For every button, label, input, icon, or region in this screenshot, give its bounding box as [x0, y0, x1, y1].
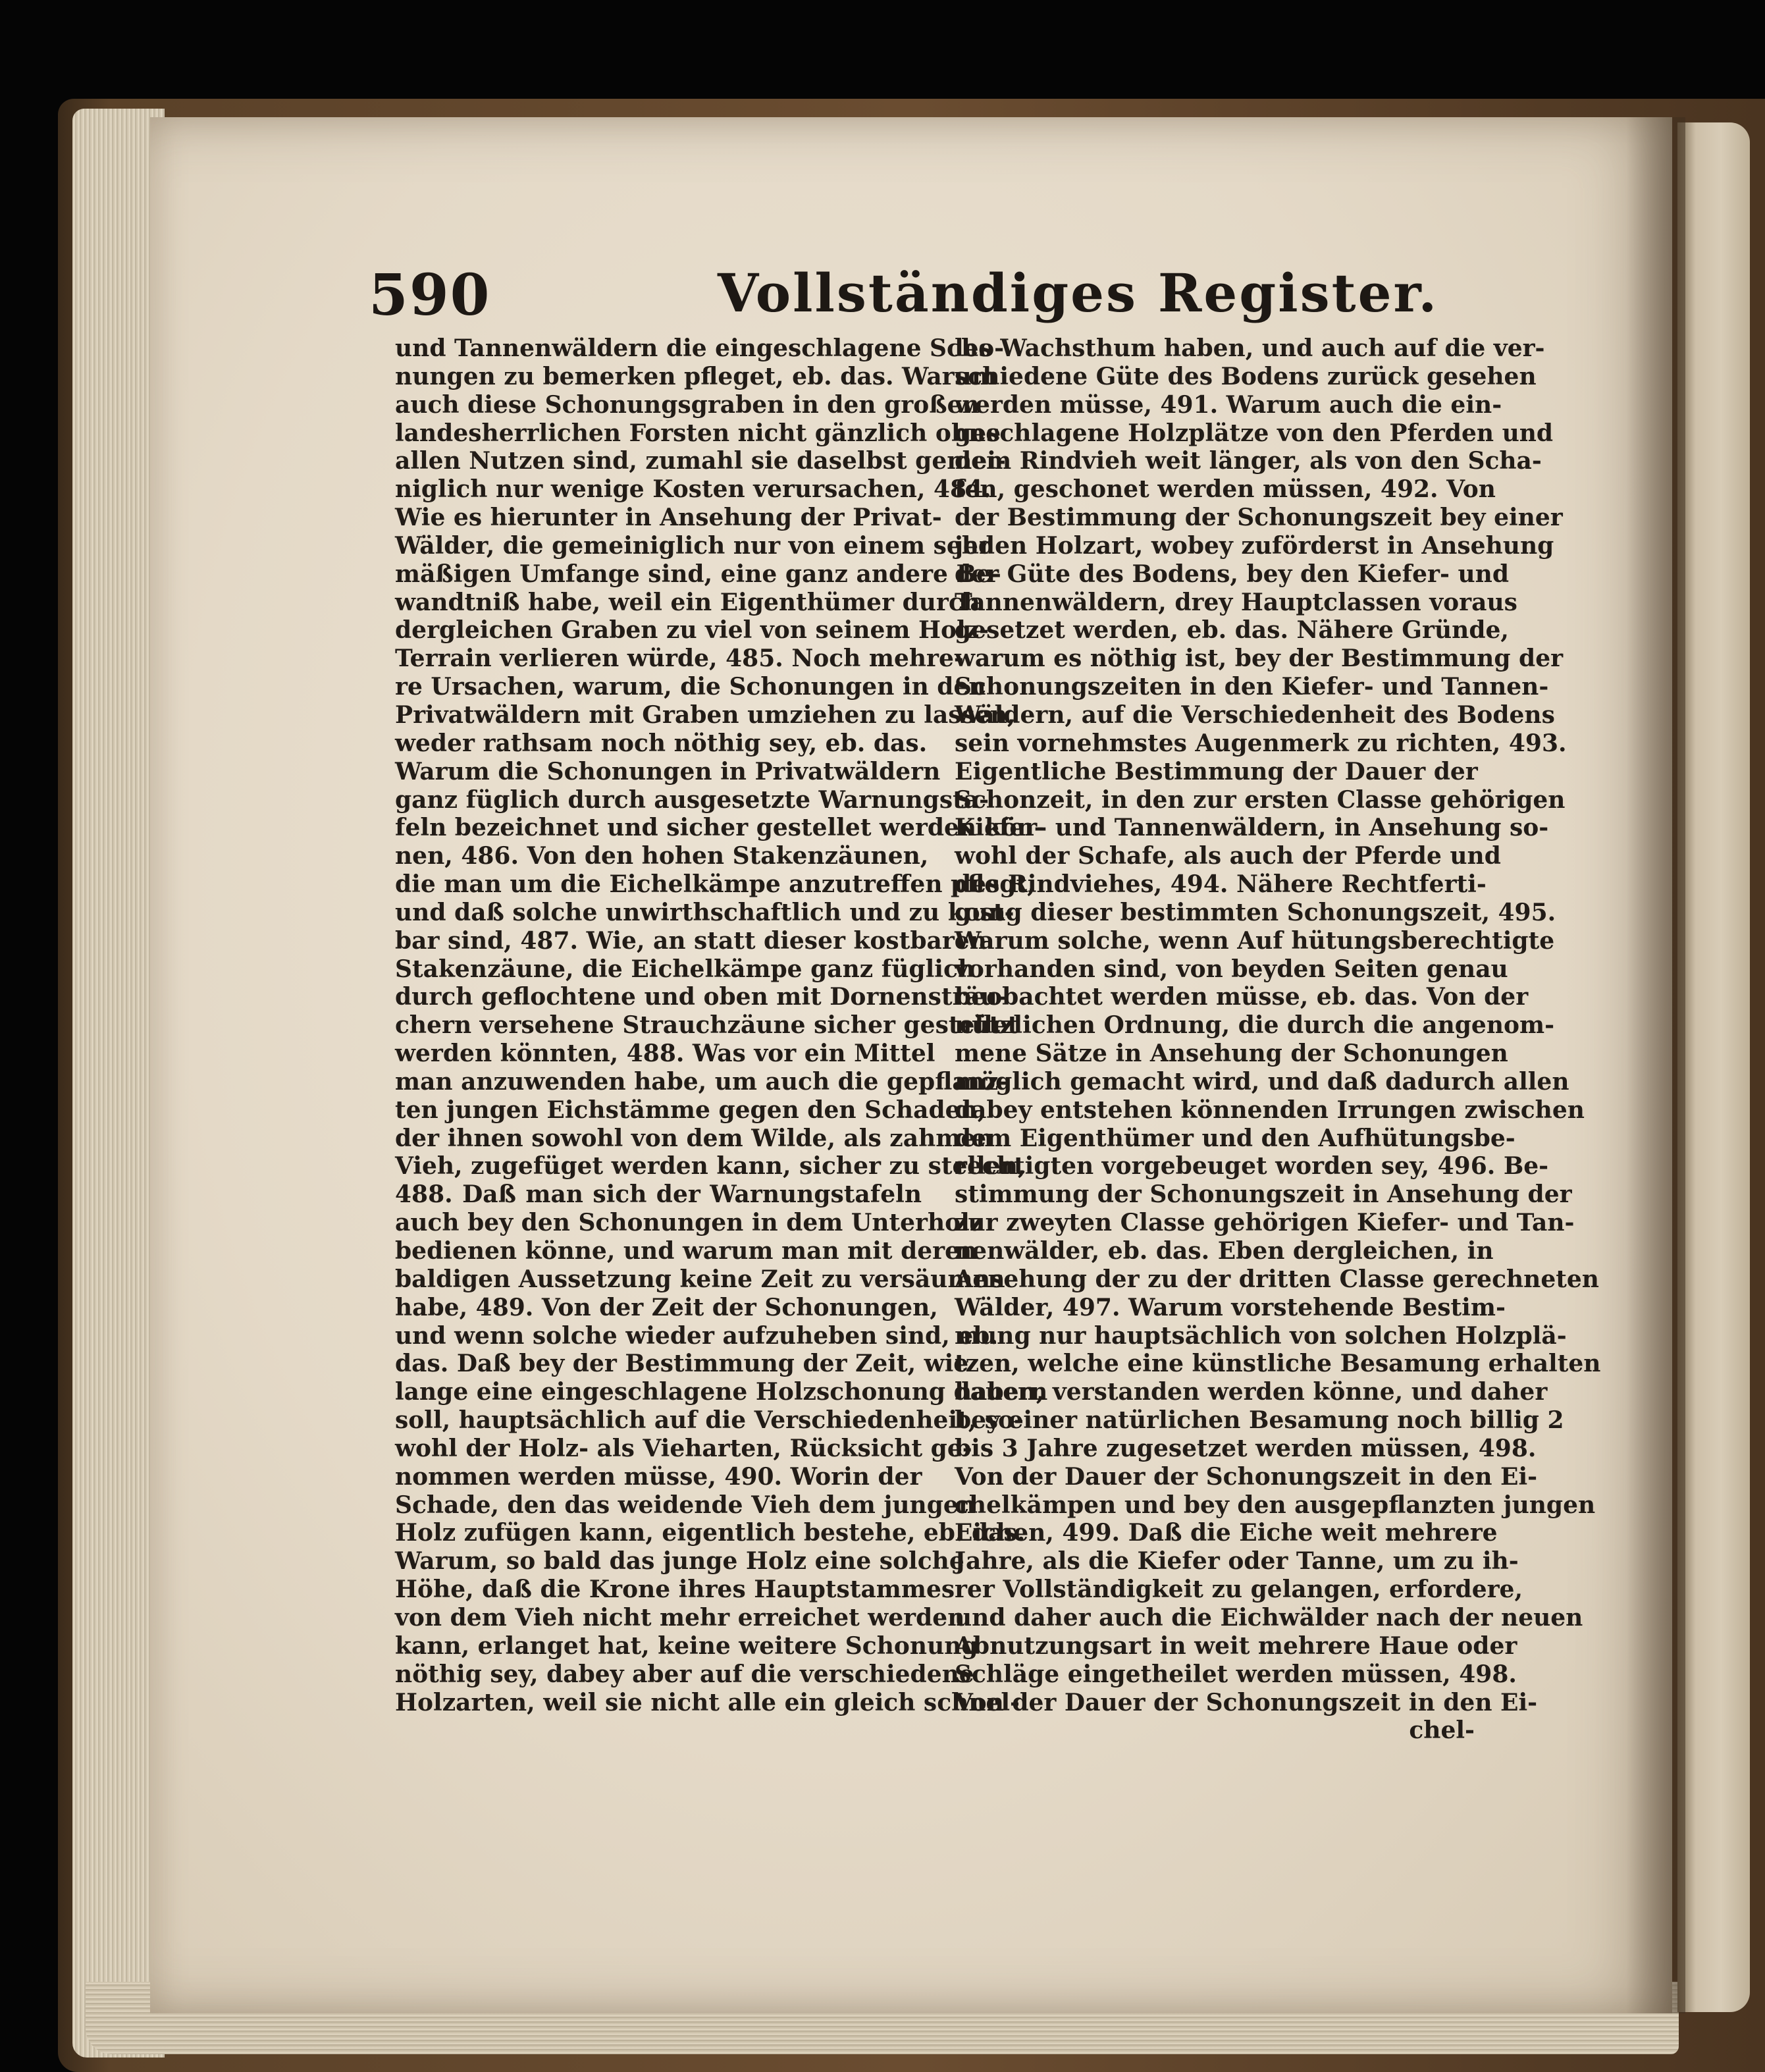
text-line: chelkämpen und bey den ausgepflanzten jungen	[955, 1491, 1596, 1519]
text-line: dabey entstehen könnenden Irrungen zwischen	[955, 1096, 1585, 1124]
text-line: les Wachsthum haben, und auch auf die ver-	[955, 334, 1545, 362]
text-line: 488. Daß man sich der Warnungstafeln	[395, 1181, 922, 1209]
text-line: und Tannenwäldern die eingeschlagene Scho-	[395, 334, 1005, 362]
text-line: feln bezeichnet und sicher gestellet werden kön-	[395, 814, 1044, 842]
text-line: wandtniß habe, weil ein Eigenthümer durch	[395, 588, 980, 616]
text-line: wohl der Holz- als Vieharten, Rücksicht ge-	[395, 1434, 972, 1462]
text-line: vorhanden sind, von beyden Seiten genau	[955, 955, 1508, 983]
text-line: Ansehung der zu der dritten Classe gerechneten	[955, 1265, 1599, 1293]
text-line: geschlagene Holzplätze von den Pferden und	[955, 419, 1554, 447]
text-line: mäßigen Umfange sind, eine ganz andere Be-	[395, 560, 1001, 588]
text-line: nöthig sey, dabey aber auf die verschiedene	[395, 1660, 974, 1688]
text-line: Vieh, zugefüget werden kann, sicher zu stellen,	[395, 1152, 1026, 1181]
text-line: warum es nöthig ist, bey der Bestimmung der	[955, 645, 1564, 673]
text-line: nenwälder, eb. das. Eben dergleichen, in	[955, 1237, 1494, 1265]
text-line: rechtigten vorgebeuget worden sey, 496. Be-	[955, 1152, 1549, 1181]
text-line: der ihnen sowohl von dem Wilde, als zahmen	[395, 1124, 993, 1152]
text-line: auch diese Schonungsgraben in den großen	[395, 390, 980, 419]
text-line: Von der Dauer der Schonungszeit in den Ei-	[955, 1688, 1538, 1716]
text-line: mene Sätze in Ansehung der Schonungen	[955, 1040, 1508, 1068]
text-line: der Güte des Bodens, bey den Kiefer- und	[955, 560, 1509, 588]
text-line: jeden Holzart, wobey zuförderst in Ansehung	[955, 531, 1554, 560]
text-line: das. Daß bey der Bestimmung der Zeit, wie	[395, 1350, 969, 1378]
page-gutter-shadow	[1626, 117, 1685, 2013]
text-line: Schonzeit, in den zur ersten Classe gehörigen	[955, 785, 1566, 814]
text-line: bey einer natürlichen Besamung noch billig 2	[955, 1406, 1564, 1435]
text-line: möglich gemacht wird, und daß dadurch allen	[955, 1067, 1569, 1096]
text-line: Stakenzäune, die Eichelkämpe ganz füglich	[395, 955, 976, 983]
text-line: re Ursachen, warum, die Schonungen in den	[395, 673, 986, 701]
text-line: nommen werden müsse, 490. Worin der	[395, 1462, 922, 1491]
facing-page-edge	[1677, 122, 1750, 2012]
text-line: Eigentliche Bestimmung der Dauer der	[955, 757, 1478, 785]
text-line: gesetzet werden, eb. das. Nähere Gründe,	[955, 616, 1509, 645]
text-line: niglich nur wenige Kosten verursachen, 484.	[395, 475, 991, 504]
text-line: nungen zu bemerken pfleget, eb. das. Warum	[395, 362, 997, 390]
text-line: tzen, welche eine künstliche Besamung erhalten	[955, 1350, 1601, 1378]
text-line: Warum die Schonungen in Privatwäldern	[395, 757, 941, 785]
text-line: Jahre, als die Kiefer oder Tanne, um zu ih-	[955, 1547, 1519, 1576]
text-line: nen, 486. Von den hohen Stakenzäunen,	[395, 842, 929, 870]
text-line: zur zweyten Classe gehörigen Kiefer- und Tan-	[955, 1209, 1575, 1237]
text-line: Schläge eingetheilet werden müssen, 498.	[955, 1660, 1517, 1688]
text-line: rer Vollständigkeit zu gelangen, erfordere,	[955, 1576, 1523, 1604]
text-line: der Bestimmung der Schonungszeit bey einer	[955, 504, 1563, 532]
text-line: fen, geschonet werden müssen, 492. Von	[955, 475, 1496, 504]
text-line: nützlichen Ordnung, die durch die angenom-	[955, 1011, 1555, 1040]
text-line: die man um die Eichelkämpe anzutreffen pflegt,	[395, 870, 1036, 899]
text-line: von dem Vieh nicht mehr erreichet werden	[395, 1603, 965, 1632]
text-line: ten jungen Eichstämme gegen den Schaden,	[395, 1096, 986, 1124]
text-line: soll, hauptsächlich auf die Verschiedenheit, so-	[395, 1406, 1024, 1435]
text-line: Wälder, die gemeiniglich nur von einem sehr	[395, 531, 991, 560]
text-line: Höhe, daß die Krone ihres Hauptstammes	[395, 1576, 955, 1604]
text-line: Schonungszeiten in den Kiefer- und Tannen-	[955, 673, 1549, 701]
text-line: Warum, so bald das junge Holz eine solche	[395, 1547, 964, 1576]
text-line: habe, 489. Von der Zeit der Schonungen,	[395, 1293, 938, 1321]
text-line: durch geflochtene und oben mit Dornensträu-	[395, 983, 1007, 1011]
text-line: bedienen könne, und warum man mit deren	[395, 1237, 978, 1265]
text-line: Wie es hierunter in Ansehung der Privat-	[395, 504, 942, 532]
text-line: Tannenwäldern, drey Hauptclassen voraus	[955, 588, 1517, 616]
text-line: Von der Dauer der Schonungszeit in den Ei-	[955, 1462, 1538, 1491]
text-line: sein vornehmstes Augenmerk zu richten, 493.	[955, 729, 1567, 757]
text-line: lange eine eingeschlagene Holzschonung dauern	[395, 1378, 1048, 1406]
text-line: weder rathsam noch nöthig sey, eb. das.	[395, 729, 928, 757]
text-line: Privatwäldern mit Graben umziehen zu lassen,	[395, 701, 1016, 729]
text-line: Warum solche, wenn Auf hütungsberechtigte	[955, 926, 1555, 955]
text-line: werden müsse, 491. Warum auch die ein-	[955, 390, 1502, 419]
text-line: und wenn solche wieder aufzuheben sind, eb.	[395, 1321, 998, 1350]
text-line: bis 3 Jahre zugesetzet werden müssen, 498.	[955, 1434, 1537, 1462]
running-head: Vollständiges Register.	[718, 262, 1439, 324]
catchword: chel-	[1409, 1716, 1475, 1745]
text-line: Wäldern, auf die Verschiedenheit des Bodens	[955, 701, 1555, 729]
text-line: mung nur hauptsächlich von solchen Holzplä-	[955, 1321, 1567, 1350]
text-line: baldigen Aussetzung keine Zeit zu versäumen	[395, 1265, 1005, 1293]
text-line: Wälder, 497. Warum vorstehende Bestim-	[955, 1293, 1506, 1321]
text-line: Eichen, 499. Daß die Eiche weit mehrere	[955, 1519, 1498, 1547]
text-line: allen Nutzen sind, zumahl sie daselbst gemei-	[395, 447, 1006, 475]
text-line: schiedene Güte des Bodens zurück gesehen	[955, 362, 1537, 390]
text-line: landesherrlichen Forsten nicht gänzlich ohne	[395, 419, 1001, 447]
text-line: gung dieser bestimmten Schonungszeit, 495.	[955, 898, 1556, 926]
text-column-right	[955, 334, 1601, 1745]
text-line: auch bey den Schonungen in dem Unterholz	[395, 1209, 984, 1237]
text-line: werden könnten, 488. Was vor ein Mittel	[395, 1040, 935, 1068]
text-line: dem Rindvieh weit länger, als von den Scha-	[955, 447, 1542, 475]
text-line: beobachtet werden müsse, eb. das. Von der	[955, 983, 1529, 1011]
text-line: wohl der Schafe, als auch der Pferde und	[955, 842, 1501, 870]
text-line: und daß solche unwirthschaftlich und zu kost-	[395, 898, 1014, 926]
text-column-left	[395, 334, 1048, 1716]
text-line: dem Eigenthümer und den Aufhütungsbe-	[955, 1124, 1515, 1152]
page-number: 590	[369, 262, 491, 329]
text-line: dergleichen Graben zu viel von seinem Holz-	[395, 616, 989, 645]
text-line: haben, verstanden werden könne, und daher	[955, 1378, 1548, 1406]
text-line: stimmung der Schonungszeit in Ansehung der	[955, 1181, 1572, 1209]
text-line: kann, erlanget hat, keine weitere Schonung	[395, 1632, 978, 1660]
text-line: Kiefer- und Tannenwäldern, in Ansehung so-	[955, 814, 1549, 842]
text-line: Holzarten, weil sie nicht alle ein gleich schnel-	[395, 1688, 1020, 1716]
text-line: Terrain verlieren würde, 485. Noch mehre-	[395, 645, 964, 673]
text-line: chern versehene Strauchzäune sicher gestellet	[395, 1011, 1019, 1040]
text-line: ganz füglich durch ausgesetzte Warnungsta-	[395, 785, 989, 814]
text-line: Abnutzungsart in weit mehrere Haue oder	[955, 1632, 1517, 1660]
text-line: und daher auch die Eichwälder nach der neuen	[955, 1603, 1583, 1632]
text-line: Schade, den das weidende Vieh dem jungen	[395, 1491, 976, 1519]
text-line: man anzuwenden habe, um auch die gepflanz-	[395, 1067, 1009, 1096]
text-line: des Rindviehes, 494. Nähere Rechtferti-	[955, 870, 1487, 899]
text-line: Holz zufügen kann, eigentlich bestehe, eb. das.	[395, 1519, 1026, 1547]
text-line: bar sind, 487. Wie, an statt dieser kostbaren	[395, 926, 987, 955]
